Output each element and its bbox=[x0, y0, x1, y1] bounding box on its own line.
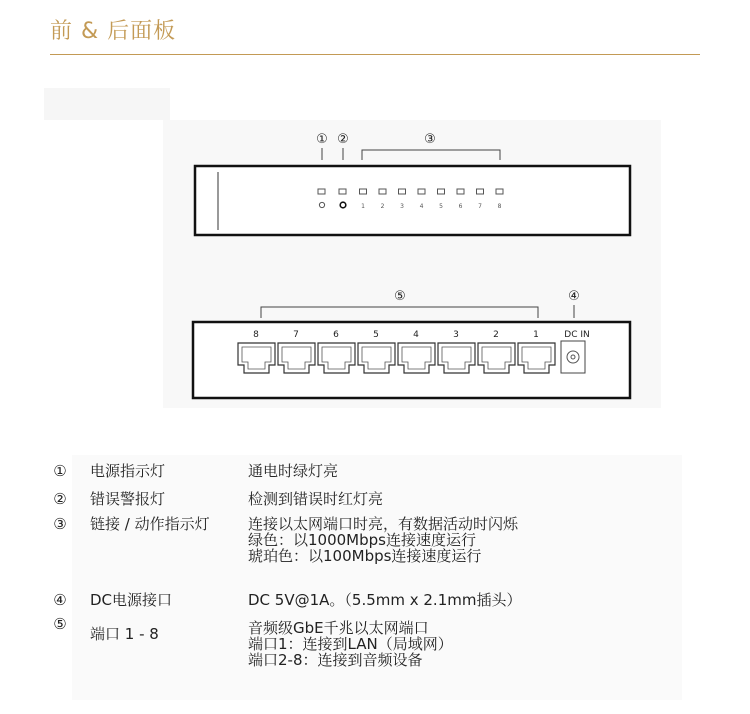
rj45-port bbox=[518, 343, 555, 373]
rj45-port bbox=[398, 343, 435, 373]
bracket-link-leds bbox=[362, 150, 500, 160]
port-number-label: 4 bbox=[413, 330, 419, 340]
legend-description bbox=[248, 620, 453, 668]
link-led-label: 6 bbox=[458, 203, 463, 210]
legend-description-line: 通电时绿灯亮 bbox=[248, 462, 339, 480]
legend-description-line: DC 5V@1A。（5.5mm x 2.1mm插头） bbox=[248, 591, 522, 609]
callout-power: ① bbox=[316, 132, 328, 147]
front-chassis bbox=[195, 166, 630, 235]
link-led-label: 4 bbox=[419, 203, 424, 210]
legend-number: ③ bbox=[53, 515, 67, 533]
legend-name: DC电源接口 bbox=[90, 591, 173, 609]
rj45-port bbox=[318, 343, 355, 373]
legend-number: ② bbox=[53, 490, 67, 508]
link-led-label: 8 bbox=[497, 203, 502, 210]
legend-name: 链接 / 动作指示灯 bbox=[90, 515, 210, 533]
port-number-label: 3 bbox=[453, 330, 459, 340]
rj45-port bbox=[478, 343, 515, 373]
legend-description bbox=[248, 491, 383, 507]
rj45-port bbox=[278, 343, 315, 373]
dc-in-label: DC IN bbox=[564, 330, 590, 340]
port-number-label: 6 bbox=[333, 330, 339, 340]
link-led-label: 2 bbox=[380, 203, 385, 210]
callout-dc: ④ bbox=[568, 289, 580, 304]
bracket-ports bbox=[261, 307, 538, 318]
link-led-label: 7 bbox=[478, 203, 482, 210]
link-led-label: 1 bbox=[361, 203, 365, 210]
legend-description-line: 绿色：以1000Mbps连接速度运行 bbox=[248, 531, 476, 549]
callout-ports: ⑤ bbox=[394, 289, 406, 304]
callout-link: ③ bbox=[424, 132, 436, 147]
port-number-label: 5 bbox=[373, 330, 379, 340]
legend-number: ⑤ bbox=[53, 615, 67, 633]
port-number-label: 1 bbox=[533, 330, 539, 340]
rear-panel bbox=[193, 289, 630, 398]
legend-description bbox=[248, 463, 338, 479]
port-number-label: 7 bbox=[293, 330, 299, 340]
legend-description-line: 音频级GbE千兆以太网端口 bbox=[248, 619, 429, 637]
rj45-port bbox=[238, 343, 275, 373]
legend-name: 错误警报灯 bbox=[90, 490, 166, 508]
legend-number: ④ bbox=[53, 591, 67, 609]
legend-description-line: 琥珀色：以100Mbps连接速度运行 bbox=[248, 547, 482, 565]
legend-name: 电源指示灯 bbox=[90, 462, 166, 480]
front-panel bbox=[195, 132, 630, 235]
link-led-label: 5 bbox=[439, 203, 443, 210]
legend-description-line: 端口1：连接到LAN（局域网） bbox=[248, 635, 453, 653]
port-number-label: 8 bbox=[253, 330, 259, 340]
legend-description-line: 检测到错误时红灯亮 bbox=[248, 490, 384, 508]
rj45-port bbox=[358, 343, 395, 373]
legend-number: ① bbox=[53, 462, 67, 480]
legend-description bbox=[248, 516, 518, 564]
port-number-label: 2 bbox=[493, 330, 499, 340]
page-title: 前 & 后面板 bbox=[50, 19, 177, 44]
callout-error: ② bbox=[337, 132, 349, 147]
rj45-port bbox=[438, 343, 475, 373]
legend-description-line: 端口2-8：连接到音频设备 bbox=[248, 651, 423, 669]
link-led-label: 3 bbox=[400, 203, 404, 210]
legend-description-line: 连接以太网端口时亮，有数据活动时闪烁 bbox=[248, 515, 519, 533]
legend-description bbox=[248, 592, 521, 608]
dc-jack bbox=[561, 341, 585, 373]
legend-name: 端口 1 - 8 bbox=[90, 625, 159, 643]
